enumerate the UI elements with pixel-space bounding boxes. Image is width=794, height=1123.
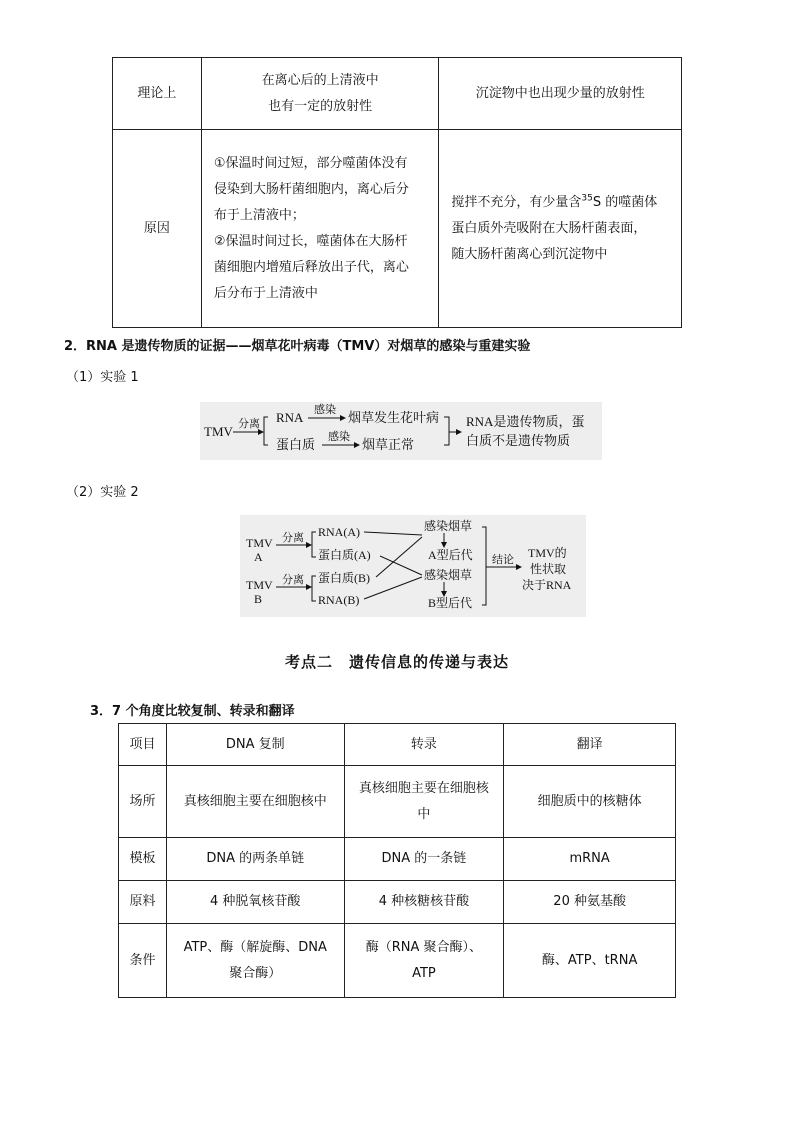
tmv-a-label: TMV: [246, 536, 273, 550]
text-fragment: S 的噬菌体: [592, 194, 658, 210]
table-row: [119, 838, 676, 881]
table-row: [119, 881, 676, 924]
infect-tobacco-b: 感染烟草: [424, 568, 473, 582]
offspring-a: A型后代: [428, 548, 473, 562]
result-line-1: TMV的: [528, 546, 567, 560]
result-line-2: 性状取: [530, 562, 567, 576]
row-label: 原因: [113, 130, 202, 328]
tmv-label: TMV: [204, 424, 233, 439]
row-label: 场所: [119, 766, 167, 838]
cell-line: 也有一定的放射性: [268, 98, 373, 114]
header-cell: 转录: [344, 724, 504, 766]
table-cell: 20 种氨基酸: [504, 881, 676, 924]
experiment-1-label: （1）实验 1: [66, 370, 139, 385]
table-cell: 细胞质中的核糖体: [504, 766, 676, 838]
table-cell: [439, 130, 682, 328]
infect-tobacco-a: 感染烟草: [424, 519, 473, 533]
cell-line: ATP、酶（解旋酶、DNA: [183, 939, 327, 955]
results-table: [112, 57, 682, 328]
table-cell: 4 种脱氧核苷酸: [166, 881, 344, 924]
split-label-b: 分离: [282, 574, 304, 586]
result-line-3: 决于RNA: [522, 578, 572, 592]
protein-b: 蛋白质(B): [318, 571, 370, 585]
table-cell: [201, 58, 439, 130]
table-cell: DNA 的两条单链: [166, 838, 344, 881]
conclusion-label: 结论: [492, 554, 514, 566]
table-cell: DNA 的一条链: [344, 838, 504, 881]
rna-a: RNA(A): [318, 525, 360, 539]
table-cell: 酶、ATP、tRNA: [504, 924, 676, 998]
result-1: 烟草发生花叶病: [348, 410, 440, 425]
cell-line: 后分布于上清液中: [213, 285, 318, 301]
table-cell: [344, 924, 504, 998]
cell-line: 在离心后的上清液中: [261, 72, 379, 88]
cell-line: 酶（RNA 聚合酶）、: [365, 939, 483, 955]
cell-line: 中: [417, 806, 431, 822]
table-row: [113, 130, 682, 328]
cell-line: 聚合酶）: [229, 965, 282, 981]
cell-line: ①保温时间过短，部分噬菌体没有: [213, 155, 408, 171]
cell-line: ②保温时间过长，噬菌体在大肠杆: [213, 233, 408, 249]
conclusion-line-1: RNA是遗传物质，蛋: [466, 414, 585, 429]
cell-line: 侵染到大肠杆菌细胞内，离心后分: [213, 181, 409, 197]
section-2-heading: 2．RNA 是遗传物质的证据——烟草花叶病毒（TMV）对烟草的感染与重建实验: [64, 339, 531, 354]
header-cell: DNA 复制: [166, 724, 344, 766]
strain-a-label: A: [254, 550, 263, 564]
superscript: 35: [581, 193, 593, 204]
experiment-2-diagram: [240, 515, 586, 617]
table-row: [119, 766, 676, 838]
infect-label: 感染: [314, 404, 336, 416]
header-cell: 项目: [119, 724, 167, 766]
text-fragment: 搅拌不充分，有少量含: [451, 194, 582, 210]
rna-b: RNA(B): [318, 593, 360, 607]
cell-line: 随大肠杆菌离心到沉淀物中: [451, 246, 608, 262]
header-cell: 翻译: [504, 724, 676, 766]
protein-a: 蛋白质(A): [318, 548, 371, 562]
tmv-b-label: TMV: [246, 578, 273, 592]
comparison-table: [118, 723, 676, 998]
infect-label-2: 感染: [328, 431, 350, 443]
experiment-1-diagram: [200, 402, 602, 460]
experiment-2-label: （2）实验 2: [66, 485, 139, 500]
table-cell: mRNA: [504, 838, 676, 881]
row-label: 模板: [119, 838, 167, 881]
table-cell: 真核细胞主要在细胞核中: [166, 766, 344, 838]
table-cell: [166, 924, 344, 998]
protein-label: 蛋白质: [276, 437, 316, 452]
cell-line: [451, 190, 671, 216]
section-3-heading: 3．7 个角度比较复制、转录和翻译: [90, 704, 295, 719]
cell-line: ATP: [412, 965, 436, 981]
result-2: 烟草正常: [362, 437, 415, 452]
table-cell: [344, 766, 504, 838]
cell-line: 沉淀物中也出现少量的放射性: [475, 85, 645, 101]
table-row: [119, 924, 676, 998]
row-label: 理论上: [113, 58, 202, 130]
table-row: [113, 58, 682, 130]
cell-line: 布于上清液中；: [213, 207, 305, 223]
table-cell: 4 种核糖核苷酸: [344, 881, 504, 924]
row-label: 条件: [119, 924, 167, 998]
offspring-b: B型后代: [428, 596, 473, 610]
table-cell: [439, 58, 682, 130]
split-label: 分离: [238, 418, 260, 430]
cell-line: 菌细胞内增殖后释放出子代，离心: [213, 259, 409, 275]
cell-line: 真核细胞主要在细胞核: [358, 780, 489, 796]
page-section-title: 考点二 遗传信息的传递与表达: [284, 653, 509, 671]
cell-line: 蛋白质外壳吸附在大肠杆菌表面，: [451, 220, 647, 236]
strain-b-label: B: [254, 592, 263, 606]
conclusion-line-2: 白质不是遗传物质: [466, 433, 571, 448]
split-label-a: 分离: [282, 532, 304, 544]
table-header-row: [119, 724, 676, 766]
rna-label: RNA: [276, 410, 304, 425]
row-label: 原料: [119, 881, 167, 924]
table-cell: [201, 130, 439, 328]
